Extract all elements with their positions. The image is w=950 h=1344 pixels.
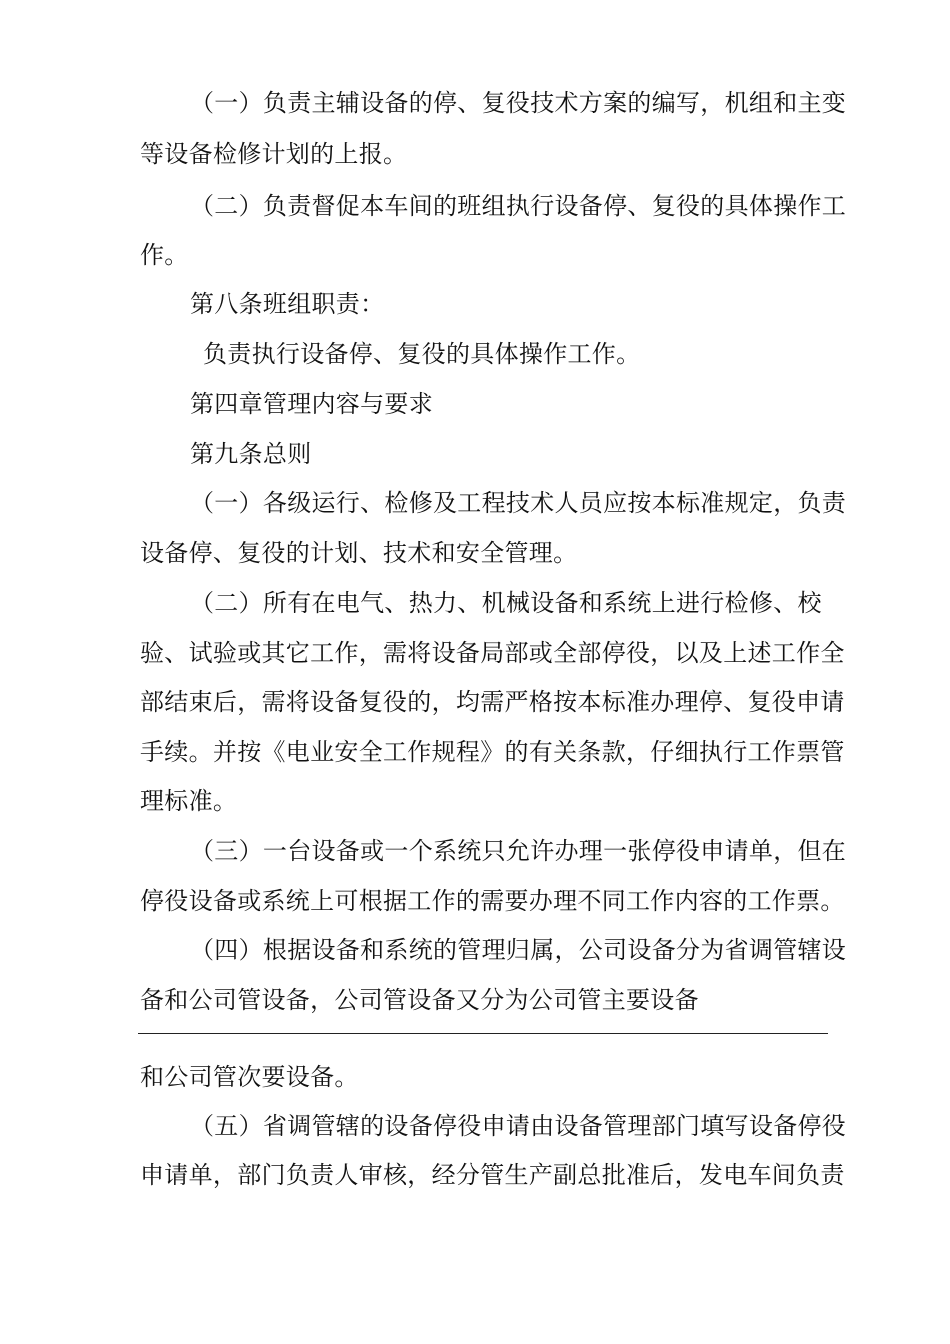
text-line: 等设备检修计划的上报。 bbox=[140, 140, 408, 168]
article-heading: 第八条班组职责： bbox=[190, 290, 385, 318]
text-line: 验、试验或其它工作，需将设备局部或全部停役，以及上述工作全 bbox=[140, 639, 845, 667]
text-line: （一）负责主辅设备的停、复役技术方案的编写，机组和主变 bbox=[190, 89, 847, 117]
text-line: （三）一台设备或一个系统只允许办理一张停役申请单，但在 bbox=[190, 837, 847, 865]
text-line: 申请单，部门负责人审核，经分管生产副总批准后，发电车间负责 bbox=[140, 1161, 845, 1189]
text-line: 理标准。 bbox=[140, 787, 238, 815]
text-line: （一）各级运行、检修及工程技术人员应按本标准规定，负责 bbox=[190, 489, 847, 517]
text-line: 备和公司管设备，公司管设备又分为公司管主要设备 bbox=[140, 986, 699, 1014]
article-heading: 第九条总则 bbox=[190, 440, 312, 468]
text-line: 停役设备或系统上可根据工作的需要办理不同工作内容的工作票。 bbox=[140, 887, 845, 915]
text-line: （二）所有在电气、热力、机械设备和系统上进行检修、校 bbox=[190, 589, 822, 617]
text-line: （五）省调管辖的设备停役申请由设备管理部门填写设备停役 bbox=[190, 1112, 847, 1140]
text-line: （四）根据设备和系统的管理归属，公司设备分为省调管辖设 bbox=[190, 936, 847, 964]
text-line: 部结束后，需将设备复役的，均需严格按本标准办理停、复役申请 bbox=[140, 688, 845, 716]
text-line: 和公司管次要设备。 bbox=[140, 1063, 359, 1091]
text-line: 作。 bbox=[140, 241, 189, 269]
text-line: 负责执行设备停、复役的具体操作工作。 bbox=[203, 340, 641, 368]
page-divider bbox=[138, 1033, 828, 1034]
text-line: 设备停、复役的计划、技术和安全管理。 bbox=[140, 539, 578, 567]
text-line: （二）负责督促本车间的班组执行设备停、复役的具体操作工 bbox=[190, 192, 847, 220]
text-line: 手续。并按《电业安全工作规程》的有关条款，仔细执行工作票管 bbox=[140, 738, 845, 766]
chapter-heading: 第四章管理内容与要求 bbox=[190, 390, 433, 418]
